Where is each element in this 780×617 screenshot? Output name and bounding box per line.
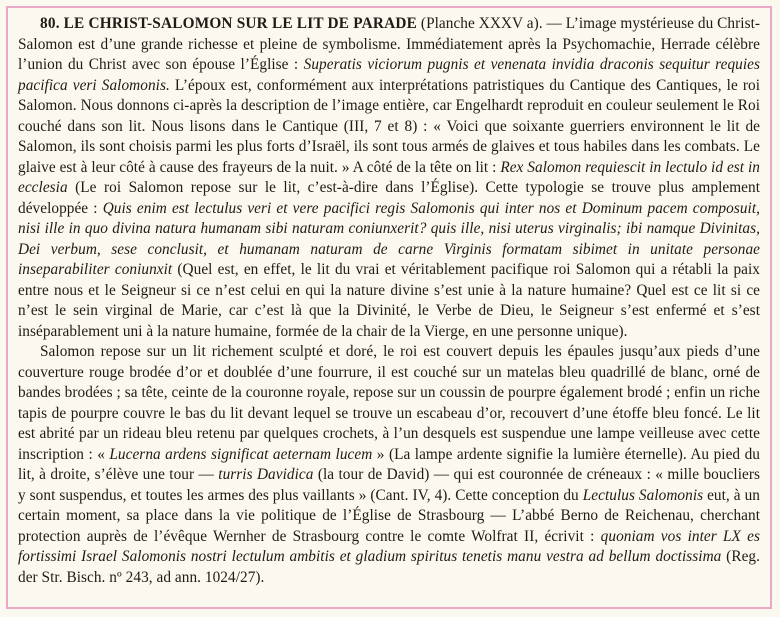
text-run: (la tour de David) — qui est couronnée de créneaux : « mille boucliers y sont suspendus, et toutes les armes des plus vaillants » (Cant. IV, 4). Cette conception du — [18, 466, 760, 504]
latin-quote: Superatis viciorum pugnis et venenata invidia draconis sequitur requies pacifica veri Salomonis. — [18, 56, 760, 94]
paragraph-1 — [18, 14, 760, 342]
section-number: 80. — [40, 15, 60, 32]
latin-quote: quoniam vos inter LX es fortissimi Israel Salomonis nostri lectulum ambitis et gladium spiritus tenetis manu vestra ad bellum doctissima — [18, 527, 760, 565]
text-run: » (La lampe ardente signifie la lumière éternelle). Au pied du lit, à droite, s’élève une tour — — [18, 445, 760, 483]
text-run: (Reg. der Str. Bisch. nº 243, ad ann. 1024/27). — [18, 548, 760, 586]
text-run: (Quel est, en effet, le lit du vrai et véritablement pacifique roi Salomon qui a rétabli la paix entre nous et le Seigneur si ce n’est celui en qui la nature divine s’est unie à la nature humaine? Quel est ce lit si ce n’est le sein virginal de Marie, car c’est là que la Divinité, le Verbe de Dieu, le Seigneur s’est enfermé et s’est inséparablement uni à la nature humaine, formée de la chair de la Vierge, en une personne unique). — [18, 261, 760, 340]
text-run: (Le roi Salomon repose sur le lit, c’est-à-dire dans l’Église). Cette typologie se trouve plus amplement développée : — [18, 179, 760, 217]
text-run: (Planche XXXV a). — L’image mystérieuse du Christ-Salomon est d’une grande richesse et pleine de symbolisme. Immédiatement après la Psychomachie, Herrade célèbre l’union du Christ avec son épouse l’Église : — [18, 15, 761, 73]
latin-quote: Rex Salomon requiescit in lectulo id est in ecclesia — [18, 158, 760, 196]
text-run: Salomon repose sur un lit richement sculpté et doré, le roi est couvert depuis les épaules jusqu’aux pieds d’une couverture rouge brodée d’or et doublée d’une fourrure, il est couché sur un matelas bleu quadrillé de blanc, orné de bandes brodées ; sa tête, ceinte de la couronne royale, repose sur un coussin de pourpre également brodé ; enfin un riche tapis de pourpre couvre le bas du lit devant lequel se trouve un escabeau d’or, recouvert d’une étoffe bleu foncé. Le lit est abrité par un rideau bleu retenu par quelques crochets, à l’un desquels est suspendue une lampe veilleuse avec cette inscription : « — [18, 343, 760, 463]
latin-quote: Quis enim est lectulus veri et vere pacifici regis Salomonis qui inter nos et Dominum pacem composuit, nisi ille in quo divina natura humanam sibi naturam coniunxerit? quis ille, nisi uterus virginalis; ibi namque Divinitas, Dei verbum, sese conclusit, et humanam naturam de carne Virginis formatam sibimet in unitate personae inseparabiliter coniunxit — [18, 199, 760, 278]
text-run: eut, à un certain moment, sa place dans la vie politique de l’Église de Strasbourg — L’abbé Berno de Reichenau, cherchant protection auprès de l’évêque Wernher de Strasbourg contre le comte Wolfrat II, écrivit : — [18, 486, 760, 545]
latin-quote: Lectulus Salomonis — [582, 486, 704, 504]
document-page — [18, 14, 760, 588]
latin-quote: Lucerna ardens significat aeternam lucem — [109, 445, 373, 463]
latin-quote: turris Davidica — [218, 466, 314, 483]
text-run: L’époux est, conformément aux interprétations patristiques du Cantique des Cantiques, le roi Salomon. Nous donnons ci-après la description de l’image entière, car Engelhardt reproduit en couleur seulement le Roi couché dans son lit. Nous lisons dans le Cantique (III, 7 et 8) : « Voici que soixante guerriers environnent le lit de Salomon, ils sont choisis parmi les plus forts d’Israël, ils sont tous armés de glaives et tous habiles dans les combats. Le glaive est à leur côté à cause des frayeurs de la nuit. » A côté de la tête on lit : — [18, 76, 760, 176]
section-heading: LE CHRIST-SALOMON SUR LE LIT DE PARADE — [63, 15, 418, 32]
paragraph-2 — [18, 342, 760, 588]
